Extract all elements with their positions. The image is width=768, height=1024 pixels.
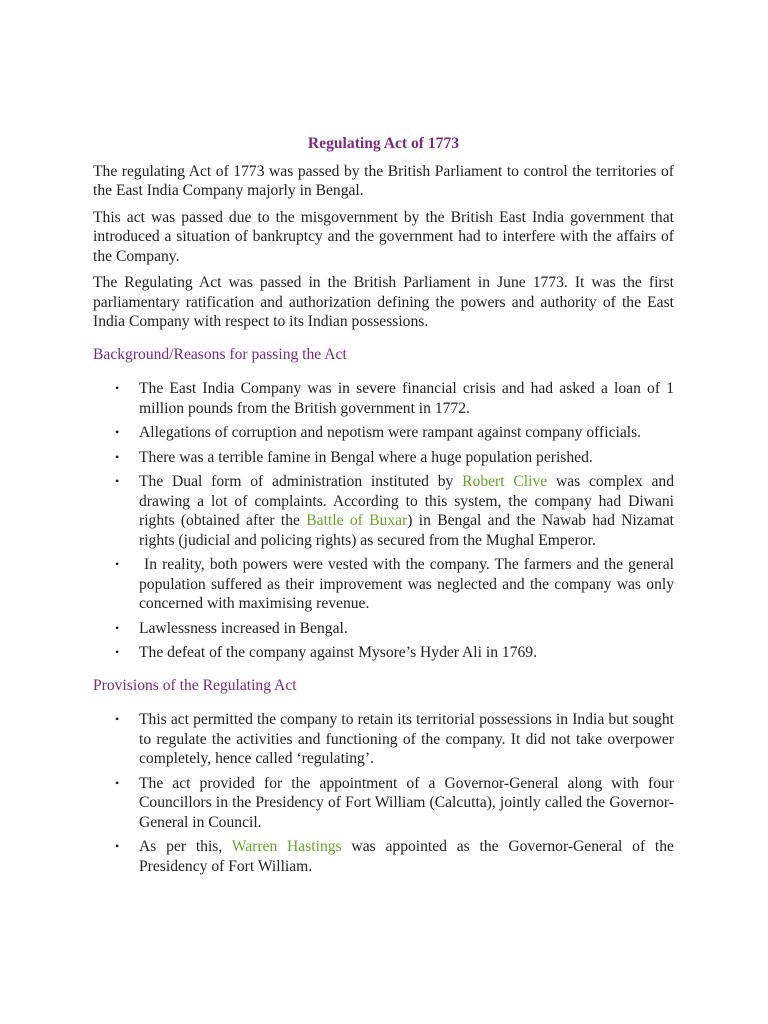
provisions-heading: Provisions of the Regulating Act [93, 676, 297, 694]
bullet-icon: • [115, 645, 120, 659]
background-list [93, 379, 678, 663]
intro-paragraph-1: The regulating Act of 1773 was passed by the British Parliament to control the territories of the East India Company majorly in Bengal. [93, 162, 674, 199]
bullet-icon: • [115, 620, 120, 635]
bullet-icon: • [115, 557, 120, 571]
bullet-icon: • [115, 775, 120, 790]
battle-of-buxar-link[interactable]: Battle of Buxar [306, 512, 408, 529]
bullet-icon: • [115, 712, 120, 726]
list-item: • The East India Company was in severe financial crisis and had asked a loan of 1 million pounds from the British government in 1772. [115, 380, 674, 417]
background-heading: Background/Reasons for passing the Act [93, 345, 347, 363]
provisions-list [93, 710, 674, 876]
list-item: • The defeat of the company against Mysore’s Hyder Ali in 1769. [115, 644, 537, 661]
list-item: • This act permitted the company to retain its territorial possessions in India but sought to regulate the activities and functioning of the company. It did not take overpower completely, hence called ‘regulating’. [115, 711, 674, 767]
list-item: • Allegations of corruption and nepotism were rampant against company officials. [115, 424, 642, 441]
list-item: • As per this, Warren Hastings was appointed as the Governor-General of the Presidency of Fort William. [115, 838, 674, 875]
robert-clive-link[interactable]: Robert Clive [462, 473, 548, 490]
intro-paragraph-3: The Regulating Act was passed in the British Parliament in June 1773. It was the first parliamentary ratification and authorization defining the powers and authority of the East India Company with respect to its Indian possessions. [93, 274, 674, 330]
list-item: • There was a terrible famine in Bengal where a huge population perished. [115, 448, 593, 466]
intro-paragraph-2: This act was passed due to the misgovernment by the British East India government that introduced a situation of bankruptcy and the government had to interfere with the affairs of the Company. [93, 208, 674, 265]
list-item: • Lawlessness increased in Bengal. [115, 619, 348, 637]
bullet-icon: • [115, 839, 120, 853]
document-page [93, 134, 678, 882]
warren-hastings-link[interactable]: Warren Hastings [231, 838, 342, 855]
list-item: • In reality, both powers were vested with the company. The farmers and the general population suffered as their improvement was neglected and the company was only concerned with maximising revenue. [115, 556, 678, 612]
bullet-icon: • [115, 474, 120, 488]
bullet-icon: • [115, 449, 120, 464]
list-item: • The Dual form of administration instituted by Robert Clive was complex and drawing a lot of complaints. According to this system, the company had Diwani rights (obtained after the Battle of Buxar) in Bengal and the Nawab had Nizamat rights (judicial and policing rights) as secured from the Mughal Emperor. [115, 473, 675, 549]
bullet-icon: • [115, 425, 120, 439]
bullet-icon: • [115, 381, 120, 395]
page-title: Regulating Act of 1773 [307, 135, 460, 152]
list-item: • The act provided for the appointment of a Governor-General along with four Councillors in the Presidency of Fort William (Calcutta), jointly called the Governor-General in Council. [115, 774, 674, 831]
